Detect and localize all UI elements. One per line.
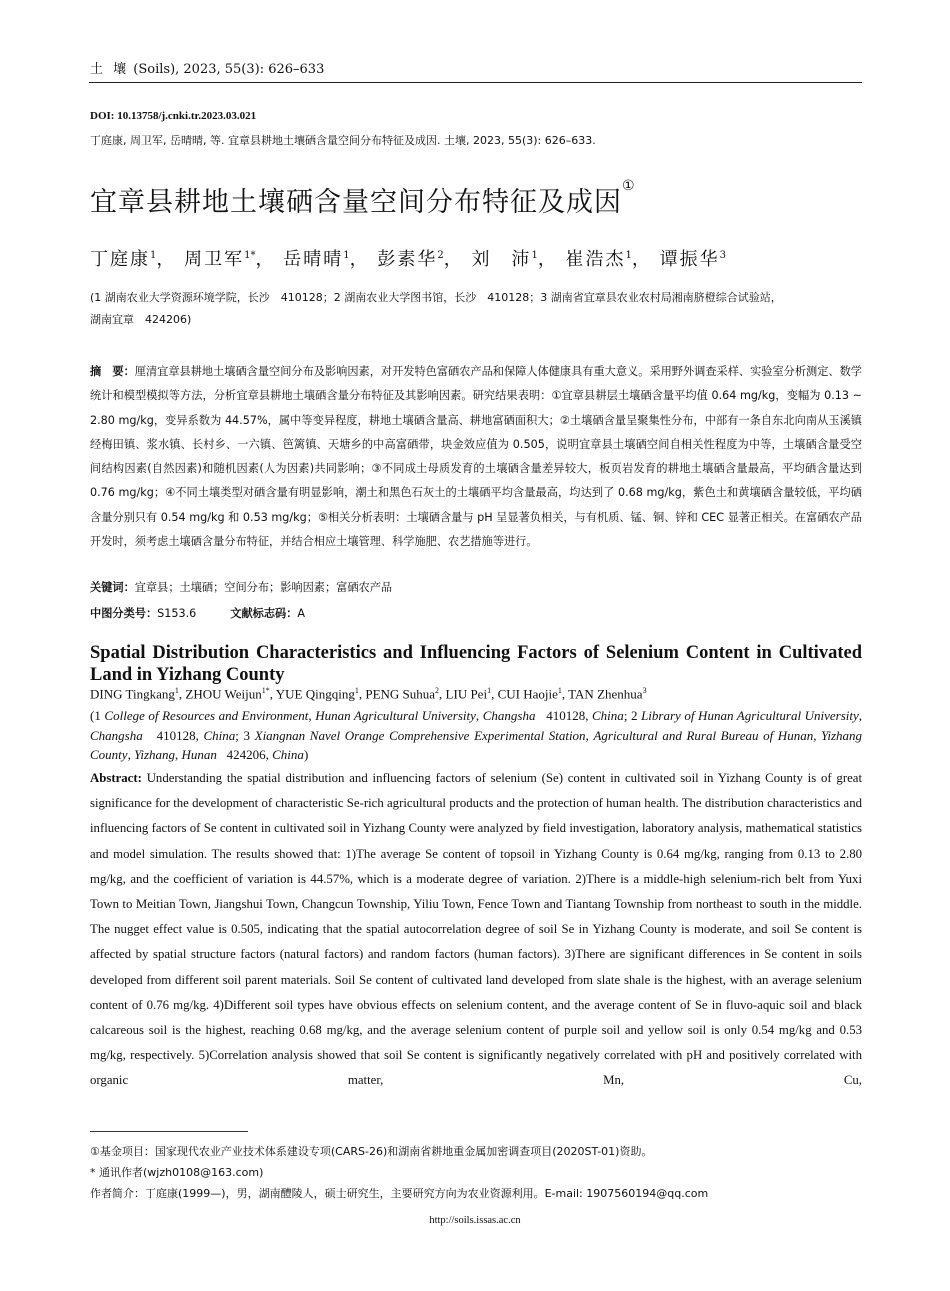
aff-en-org: Hunan Agricultural University bbox=[315, 708, 476, 723]
author-cn-sup: 2 bbox=[437, 250, 444, 261]
author-en: DING Tingkang bbox=[90, 686, 175, 702]
aff-en-zip: 410128 bbox=[546, 708, 586, 723]
affiliations-cn bbox=[90, 287, 862, 331]
abstract-en-text: Understanding the spatial distribution and influencing factors of selenium (Se) content in cultivated soil in Yizhang County is of great significance for the development of characteristic Se-rich agricultural products and the protection of human health. The distribution characteristics and influencing factors of Se content in cultivated soil in Yizhang County were analyzed by field investigation, laboratory analysis, mathematical statistics and model simulation. The results showed that: 1)The average Se content of topsoil in Yizhang County is 0.64 mg/kg, ranging from 0.13 to 2.80 mg/kg, and the coefficient of variation is 44.57%, which is a moderate degree of variation. 2)There is a middle-high selenium-rich belt from Yuxi Town to Meitian Town, Jiangshui Town, Changcun Township, Yiliu Town, Fence Town and Tiantang Township from northeast to south in the middle. The nugget effect value is 0.505, indicating that the spatial autocorrelation degree of soil Se in Yizhang County is moderate, and soil Se content is affected by spatial structure factors (natural factors) and random factors (human factors). 3)There are significant differences in Se content in soils developed from different soil parent materials. Soil Se content of cultivated land developed from slate shale is the highest, with an average selenium content of 0.76 mg/kg. 4)Different soil types have obvious effects on selenium content, and the average content of Se in fluvo-aquic soil and black calcareous soil is the highest, reaching 0.68 mg/kg, and the average selenium content of purple soil and yellow soil is only 0.54 mg/kg and 0.53 mg/kg, respectively. 5)Correlation analysis showed that soil Se content is significantly negatively correlated with pH and positively correlated with organic matter, Mn, Cu, bbox=[90, 771, 863, 1088]
author-en-sup: 3 bbox=[642, 686, 647, 695]
author-cn: 谭振华 bbox=[659, 249, 720, 270]
aff-en-city: Changsha bbox=[90, 727, 143, 743]
footnote-fund: ①基金项目：国家现代农业产业技术体系建设专项(CARS-26)和湖南省耕地重金属加密调查项目(2020ST-01)资助。 bbox=[90, 1145, 653, 1158]
author-en: CUI Haojie bbox=[497, 686, 558, 702]
author-cn-sup: 1* bbox=[244, 250, 256, 261]
journal-name-cn: 土 壤 bbox=[90, 62, 130, 77]
keywords-cn bbox=[90, 579, 392, 595]
footer-url: http://soils.issas.ac.cn bbox=[429, 1215, 521, 1226]
title-cn bbox=[90, 180, 636, 219]
header-rule bbox=[89, 82, 862, 83]
author-cn: 崔浩杰 bbox=[565, 249, 626, 270]
title-cn-text: 宜章县耕地土壤硒含量空间分布特征及成因 bbox=[90, 187, 622, 218]
journal-header bbox=[90, 58, 324, 77]
aff-en-num: 3 bbox=[243, 727, 250, 743]
abstract-cn bbox=[90, 360, 862, 554]
author-cn: 刘 沛 bbox=[471, 249, 532, 270]
author-en-sup: 1 bbox=[354, 686, 359, 695]
footnote-rule bbox=[90, 1131, 248, 1132]
keywords-label: 关键词： bbox=[90, 581, 135, 594]
aff-en-inst: Library of Hunan Agricultural University bbox=[641, 708, 859, 723]
aff-en-country: China bbox=[592, 708, 624, 723]
aff-en-inst: Xiangnan Navel Orange Comprehensive Experimental Station bbox=[254, 727, 586, 743]
author-en-sup: 1 bbox=[174, 686, 179, 695]
author-cn: 彭素华 bbox=[377, 249, 438, 270]
doc-code-value: A bbox=[297, 607, 306, 620]
author-en: TAN Zhenhua bbox=[568, 686, 643, 702]
aff-en-country: China bbox=[203, 727, 236, 743]
classification bbox=[90, 605, 305, 621]
affiliation-cn-line: (1 湖南农业大学资源环境学院，长沙 410128；2 湖南农业大学图书馆，长沙 410128；3 湖南省宜章县农业农村局湘南脐橙综合试验站， bbox=[90, 291, 782, 304]
aff-en-city: Changsha bbox=[482, 708, 536, 723]
author-en-sup: 1 bbox=[487, 686, 492, 695]
author-en: YUE Qingqing bbox=[275, 686, 355, 702]
title-en: Spatial Distribution Characteristics and Influencing Factors of Selenium Content in Cultivated Land in Yizhang County bbox=[90, 643, 862, 685]
footnote-bio: 作者简介：丁庭康(1999—)，男，湖南醴陵人，硕士研究生，主要研究方向为农业资源利用。E-mail: 1907560194@qq.com bbox=[90, 1187, 709, 1200]
clc-label: 中图分类号： bbox=[90, 607, 158, 620]
author-cn: 周卫军 bbox=[184, 249, 245, 270]
citation: 丁庭康, 周卫军, 岳晴晴, 等. 宜章县耕地土壤硒含量空间分布特征及成因. 土壤, 2023, 55(3): 626–633. bbox=[90, 134, 596, 147]
author-cn: 丁庭康 bbox=[90, 249, 150, 270]
author-cn: 岳晴晴 bbox=[283, 249, 344, 270]
author-cn-sup: 1 bbox=[343, 250, 350, 261]
aff-en-prov: Hunan bbox=[181, 747, 217, 762]
author-en: PENG Suhua bbox=[365, 686, 436, 702]
aff-en-num: 2 bbox=[631, 708, 638, 723]
doi: DOI: 10.13758/j.cnki.tr.2023.03.021 bbox=[90, 110, 257, 122]
aff-en-zip: 410128 bbox=[156, 727, 196, 743]
author-cn-sup: 1 bbox=[625, 250, 632, 261]
aff-en-org2: Yizhang County bbox=[90, 727, 863, 762]
authors-en: DING Tingkang$^1$, ZHOU Weijun$^{1*}$, YUE Qingqing$^1$, PENG Suhua$^2$, LIU Pei$^1$, CUI Haojie$^1$, TAN Zhenhua$^3$ bbox=[90, 686, 647, 702]
aff-en-city: Yizhang bbox=[134, 747, 175, 762]
abstract-en bbox=[90, 766, 862, 1094]
aff-en-inst: College of Resources and Environment bbox=[104, 708, 309, 723]
author-en: LIU Pei bbox=[445, 686, 488, 702]
footnote-corresponding: * 通讯作者(wjzh0108@163.com) bbox=[90, 1166, 264, 1179]
doc-code-label: 文献标志码： bbox=[230, 607, 298, 620]
author-en-sup: 1 bbox=[557, 686, 562, 695]
author-en-sup: 1* bbox=[261, 686, 270, 695]
aff-en-num: 1 bbox=[94, 708, 101, 723]
abstract-en-label: Abstract: bbox=[90, 771, 142, 785]
author-cn-sup: 3 bbox=[719, 250, 727, 261]
aff-en-zip: 424206 bbox=[226, 747, 266, 762]
author-en-sup: 2 bbox=[435, 686, 440, 695]
author-cn-sup: 1 bbox=[150, 250, 157, 261]
clc-value: S153.6 bbox=[157, 607, 197, 620]
abstract-cn-text: 厘清宜章县耕地土壤硒含量空间分布及影响因素，对开发特色富硒农产品和保障人体健康具有重大意义。采用野外调查采样、实验室分析测定、数学统计和模型模拟等方法，分析宜章县耕地土壤硒含量分布特征及其影响因素。研究结果表明：①宜章县耕层土壤硒含量平均值 0.64 mg/kg，变幅为 0.13 ~ 2.80 mg/kg，变异系数为 44.57%，属中等变异程度，耕地土壤硒含量高、耕地富硒面积大；②土壤硒含量呈聚集性分布，中部有一条自东北向南从玉溪镇经梅田镇、浆水镇、长村乡、一六镇、笆篱镇、天塘乡的中高富硒带，块金效应值为 0.505，说明宜章县土壤硒空间自相关性程度为中等，土壤硒含量受空间结构因素(自然因素)和随机因素(人为因素)共同影响；③不同成土母质发育的土壤硒含量差异较大，板页岩发育的耕地土壤硒含量最高，平均硒含量达到 0.76 mg/kg；④不同土壤类型对硒含量有明显影响，潮土和黑色石灰土的土壤硒平均含量最高，均达到了 0.68 mg/kg，紫色土和黄壤硒含量较低，平均硒含量分别只有 0.54 mg/kg 和 0.53 mg/kg；⑤相关分析表明：土壤硒含量与 pH 呈显著负相关，与有机质、锰、铜、锌和 CEC 显著正相关。在富硒农产品开发时，须考虑土壤硒含量分布特征，并结合相应土壤管理、科学施肥、农艺措施等进行。 bbox=[90, 365, 862, 549]
keywords-text: 宜章县；土壤硒；空间分布；影响因素；富硒农产品 bbox=[134, 581, 393, 594]
author-cn-sup: 1 bbox=[531, 250, 538, 261]
aff-en-country: China bbox=[272, 747, 304, 762]
aff-en-org: Agricultural and Rural Bureau of Hunan bbox=[593, 727, 814, 743]
affiliation-cn-line: 湖南宜章 424206) bbox=[90, 313, 192, 326]
affiliations-en: (1 College of Resources and Environment, Hunan Agricultural University, Changsha 410128, China; 2 Library of Hunan Agricultural University, Changsha 410128, China; 3 Xiangnan Navel Orange Comprehensive Experimental Station, Agricultural and Rural Bureau of Hunan, Yizhang County, Yizhang, Hunan 424206, China) bbox=[90, 708, 863, 762]
abstract-cn-label: 摘 要： bbox=[90, 365, 135, 378]
journal-issue-info: (Soils), 2023, 55(3): 626–633 bbox=[133, 62, 325, 77]
authors-cn: 丁庭康$^1$， 周卫军$^{1*}$， 岳晴晴$^1$， 彭素华$^2$， 刘 沛$^1$， 崔浩杰$^1$， 谭振华$^3$ bbox=[90, 249, 727, 270]
author-en: ZHOU Weijun bbox=[185, 686, 262, 702]
title-note-mark: ① bbox=[622, 178, 636, 194]
